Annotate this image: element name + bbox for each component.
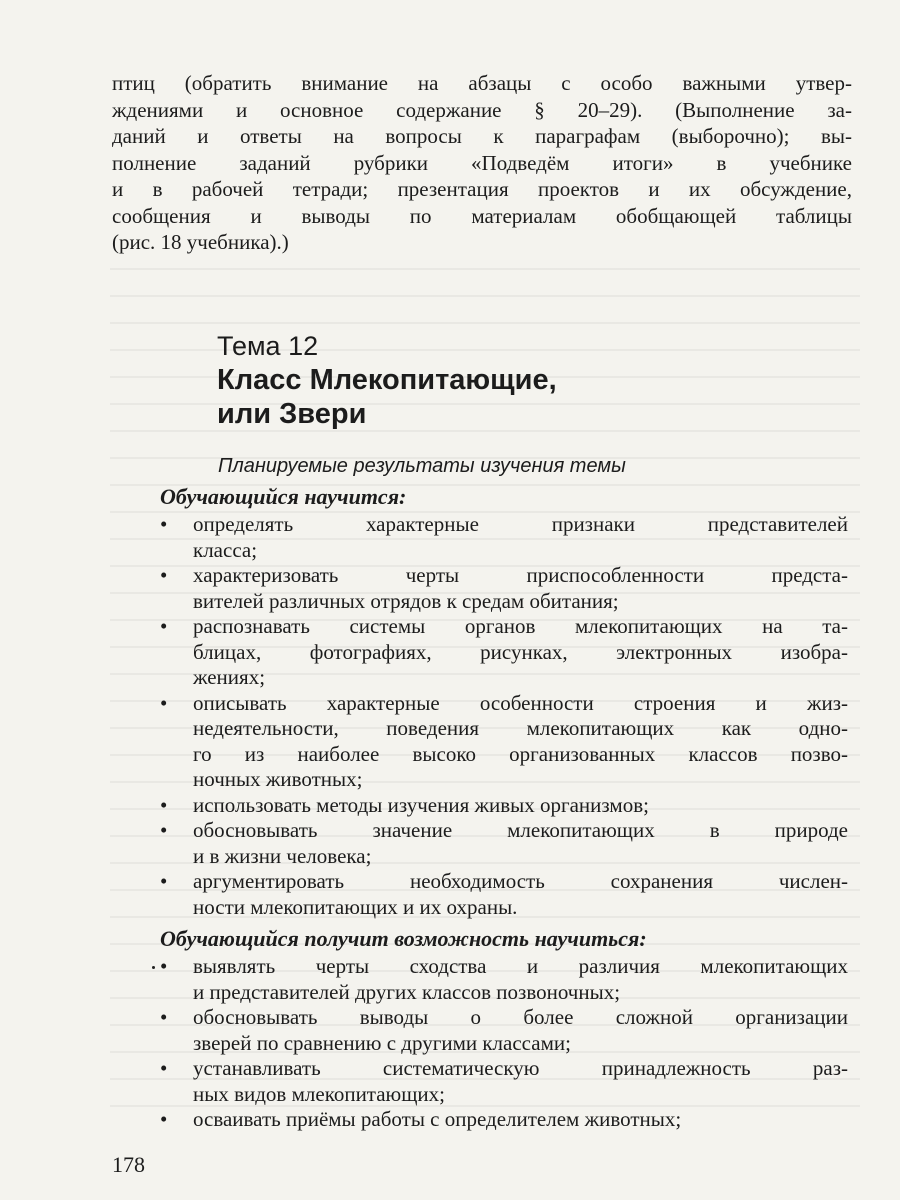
list-item xyxy=(160,1056,848,1107)
page-number: 178 xyxy=(112,1152,145,1177)
list-line: • использовать методы изучения живых организмов; xyxy=(193,792,649,817)
results-heading: Планируемые результаты изучения темы xyxy=(218,455,626,477)
list-line: • характеризовать черты приспособленности предста- xyxy=(193,563,848,587)
list-line: • обосновывать значение млекопитающих в природе xyxy=(193,818,848,842)
list-line: и представителей других классов позвоночных; xyxy=(193,979,621,1004)
print-speck xyxy=(152,966,155,969)
topic-title-line: или Звери xyxy=(217,398,367,430)
may-learn-list xyxy=(160,954,848,1133)
list-line: • аргументировать необходимость сохранения числен- xyxy=(193,869,848,893)
list-line: зверей по сравнению с другими классами; xyxy=(193,1030,571,1055)
list-line: жениях; xyxy=(193,665,266,689)
list-line: недеятельности, поведения млекопитающих как одно- xyxy=(193,716,848,740)
list-item xyxy=(160,1107,848,1133)
list-item xyxy=(160,954,848,1005)
intro-line: птиц (обратить внимание на абзацы с особо важными утвер- xyxy=(112,71,852,95)
intro-line: даний и ответы на вопросы к параграфам (выборочно); вы- xyxy=(112,124,852,148)
list-item xyxy=(160,691,848,793)
intro-line: ждениями и основное содержание § 20–29). (Выполнение за- xyxy=(112,97,852,122)
list-line: • осваивать приёмы работы с определителем животных; xyxy=(193,1107,682,1131)
section-heading-learns: Обучающийся научится: xyxy=(160,484,407,509)
list-line: • описывать характерные особенности строения и жиз- xyxy=(193,690,848,715)
topic-label: Тема 12 xyxy=(217,331,319,361)
list-line: и в жизни человека; xyxy=(193,843,372,868)
list-line: ных видов млекопитающих; xyxy=(193,1081,445,1106)
list-line: ности млекопитающих и их охраны. xyxy=(193,894,518,919)
intro-line: (рис. 18 учебника).) xyxy=(112,230,289,254)
section-heading-may-learn: Обучающийся получит возможность научиться: xyxy=(160,926,647,951)
list-line: • выявлять черты сходства и различия млекопитающих xyxy=(193,954,848,978)
list-line: класса; xyxy=(193,537,258,562)
list-line: вителей различных отрядов к средам обитания; xyxy=(193,588,619,613)
list-line: • устанавливать систематическую принадлежность раз- xyxy=(193,1056,848,1080)
list-line: • определять характерные признаки представителей xyxy=(193,512,848,536)
intro-line: и в рабочей тетради; презентация проектов и их обсуждение, xyxy=(112,177,852,201)
intro-paragraph xyxy=(112,70,852,256)
list-item xyxy=(160,512,848,563)
list-line: • обосновывать выводы о более сложной организации xyxy=(193,1005,848,1029)
list-line: ночных животных; xyxy=(193,767,363,791)
learns-list xyxy=(160,512,848,920)
list-item xyxy=(160,1005,848,1056)
list-item xyxy=(160,818,848,869)
list-item xyxy=(160,793,848,819)
intro-line: полнение заданий рубрики «Подведём итоги» в учебнике xyxy=(112,150,852,175)
list-item xyxy=(160,614,848,691)
topic-title-line: Класс Млекопитающие, xyxy=(217,364,557,396)
topic-title xyxy=(217,363,557,431)
list-line: блицах, фотографиях, рисунках, электронных изобра- xyxy=(193,639,848,664)
list-line: го из наиболее высоко организованных классов позво- xyxy=(193,741,848,766)
list-line: • распознавать системы органов млекопитающих на та- xyxy=(193,614,848,638)
list-item xyxy=(160,869,848,920)
list-item xyxy=(160,563,848,614)
intro-line: сообщения и выводы по материалам обобщающей таблицы xyxy=(112,203,852,228)
